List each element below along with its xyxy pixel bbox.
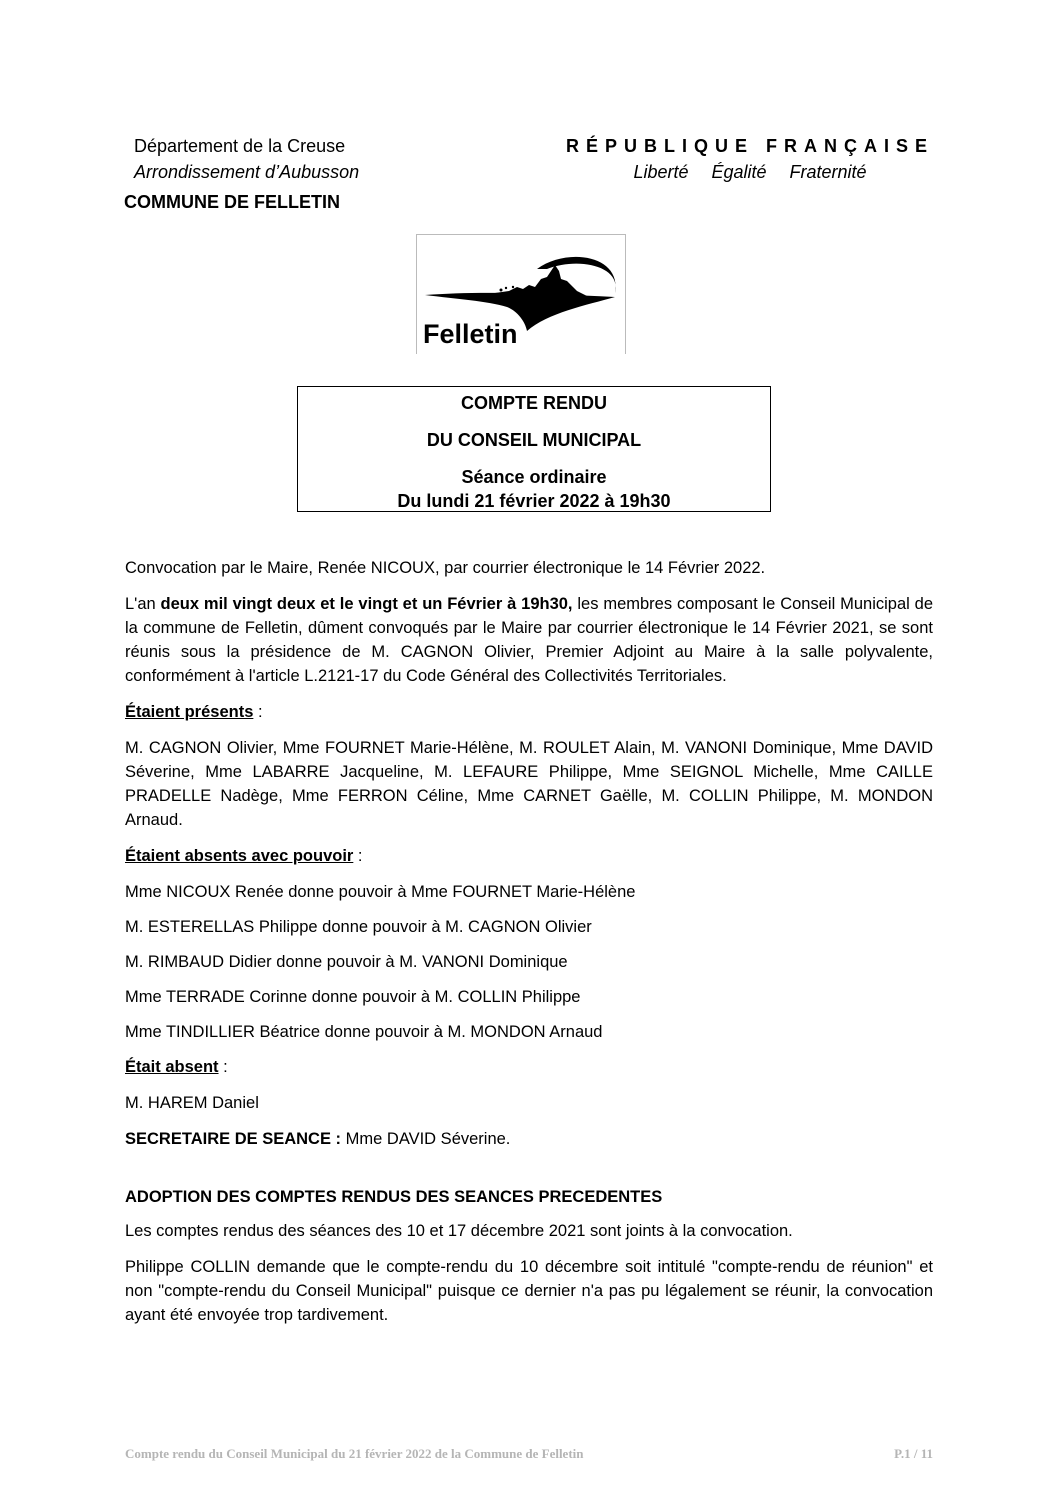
document-body bbox=[125, 556, 933, 1339]
intro-post: les membres composant le Conseil Municipal de la commune de Felletin, dûment convoqués par le Maire par courrier électronique le 14 Février 2021, se sont réunis sous la présidence de M. CAGNON Olivier, Premier Adjoint au Maire à la salle polyvalente, conformément à l'article L.2121-17 du Code Général des Collectivités Territoriales. bbox=[125, 595, 934, 685]
section-paragraph-1: Les comptes rendus des séances des 10 et 17 décembre 2021 sont joints à la convocation. bbox=[125, 1222, 793, 1240]
secretaire-line bbox=[125, 1127, 933, 1151]
intro-bold: deux mil vingt deux et le vingt et un Février à 19h30, bbox=[160, 595, 573, 613]
convocation-paragraph: Convocation par le Maire, Renée NICOUX, par courrier électronique le 14 Février 2022. bbox=[125, 559, 766, 577]
commune: COMMUNE DE FELLETIN bbox=[124, 192, 340, 212]
presents-suffix: : bbox=[253, 703, 263, 721]
absents-pouvoir-label: Étaient absents avec pouvoir bbox=[125, 847, 354, 865]
section-paragraph-2: Philippe COLLIN demande que le compte-rendu du 10 décembre soit intitulé "compte-rendu de réunion" et non "compte-rendu du Conseil Municipal" puisque ce dernier n'a pas pu légalement se réunir, la convocation ayant été envoyée trop tardivement. bbox=[125, 1258, 933, 1324]
absent-label: Était absent bbox=[125, 1058, 219, 1076]
title-line-3: Séance ordinaire bbox=[461, 467, 607, 487]
list-item: M. RIMBAUD Didier donne pouvoir à M. VANONI Dominique bbox=[125, 953, 568, 971]
intro-pre: L'an bbox=[125, 595, 161, 613]
arrondissement: Arrondissement d’Aubusson bbox=[134, 162, 360, 182]
presents-heading bbox=[125, 700, 933, 724]
header-right bbox=[540, 133, 960, 185]
logo-text: Felletin bbox=[423, 319, 518, 349]
absents-pouvoir-heading bbox=[125, 844, 933, 868]
header-left bbox=[124, 133, 444, 215]
secretaire-name: Mme DAVID Séverine. bbox=[341, 1130, 511, 1148]
list-item: Mme NICOUX Renée donne pouvoir à Mme FOURNET Marie-Hélène bbox=[125, 883, 636, 901]
title-box bbox=[297, 386, 771, 512]
felletin-logo bbox=[416, 234, 626, 354]
absents-pouvoir-suffix: : bbox=[353, 847, 363, 865]
list-item: M. ESTERELLAS Philippe donne pouvoir à M. CAGNON Olivier bbox=[125, 918, 592, 936]
departement: Département de la Creuse bbox=[134, 136, 346, 156]
page-number: P.1 / 11 bbox=[894, 1446, 933, 1461]
title-line-4: Du lundi 21 février 2022 à 19h30 bbox=[397, 491, 671, 511]
secretaire-label: SECRETAIRE DE SEANCE : bbox=[125, 1130, 342, 1148]
intro-paragraph bbox=[125, 592, 933, 688]
presents-list: M. CAGNON Olivier, Mme FOURNET Marie-Hélène, M. ROULET Alain, M. VANONI Dominique, Mme DAVID Séverine, Mme LABARRE Jacqueline, M. LEFAURE Philippe, Mme SEIGNOL Michelle, Mme CAILLE PRADELLE Nadège, Mme FERRON Céline, Mme CARNET Gaëlle, M. COLLIN Philippe, M. MONDON Arnaud. bbox=[125, 739, 933, 829]
footer-text: Compte rendu du Conseil Municipal du 21 février 2022 de la Commune de Felletin bbox=[125, 1446, 584, 1461]
absent-name: M. HAREM Daniel bbox=[125, 1094, 259, 1112]
title-line-1: COMPTE RENDU bbox=[460, 393, 607, 413]
section-title: ADOPTION DES COMPTES RENDUS DES SEANCES PRECEDENTES bbox=[125, 1188, 663, 1206]
pouvoirs-list bbox=[125, 880, 933, 1044]
presents-label: Étaient présents bbox=[125, 703, 254, 721]
absent-suffix: : bbox=[218, 1058, 228, 1076]
page-footer bbox=[125, 1446, 933, 1462]
republique: RÉPUBLIQUE FRANÇAISE bbox=[565, 136, 934, 156]
list-item: Mme TINDILLIER Béatrice donne pouvoir à M. MONDON Arnaud bbox=[125, 1023, 603, 1041]
devise: Liberté Égalité Fraternité bbox=[633, 162, 867, 182]
title-line-2: DU CONSEIL MUNICIPAL bbox=[426, 430, 642, 450]
absent-heading bbox=[125, 1055, 933, 1079]
list-item: Mme TERRADE Corinne donne pouvoir à M. COLLIN Philippe bbox=[125, 988, 581, 1006]
